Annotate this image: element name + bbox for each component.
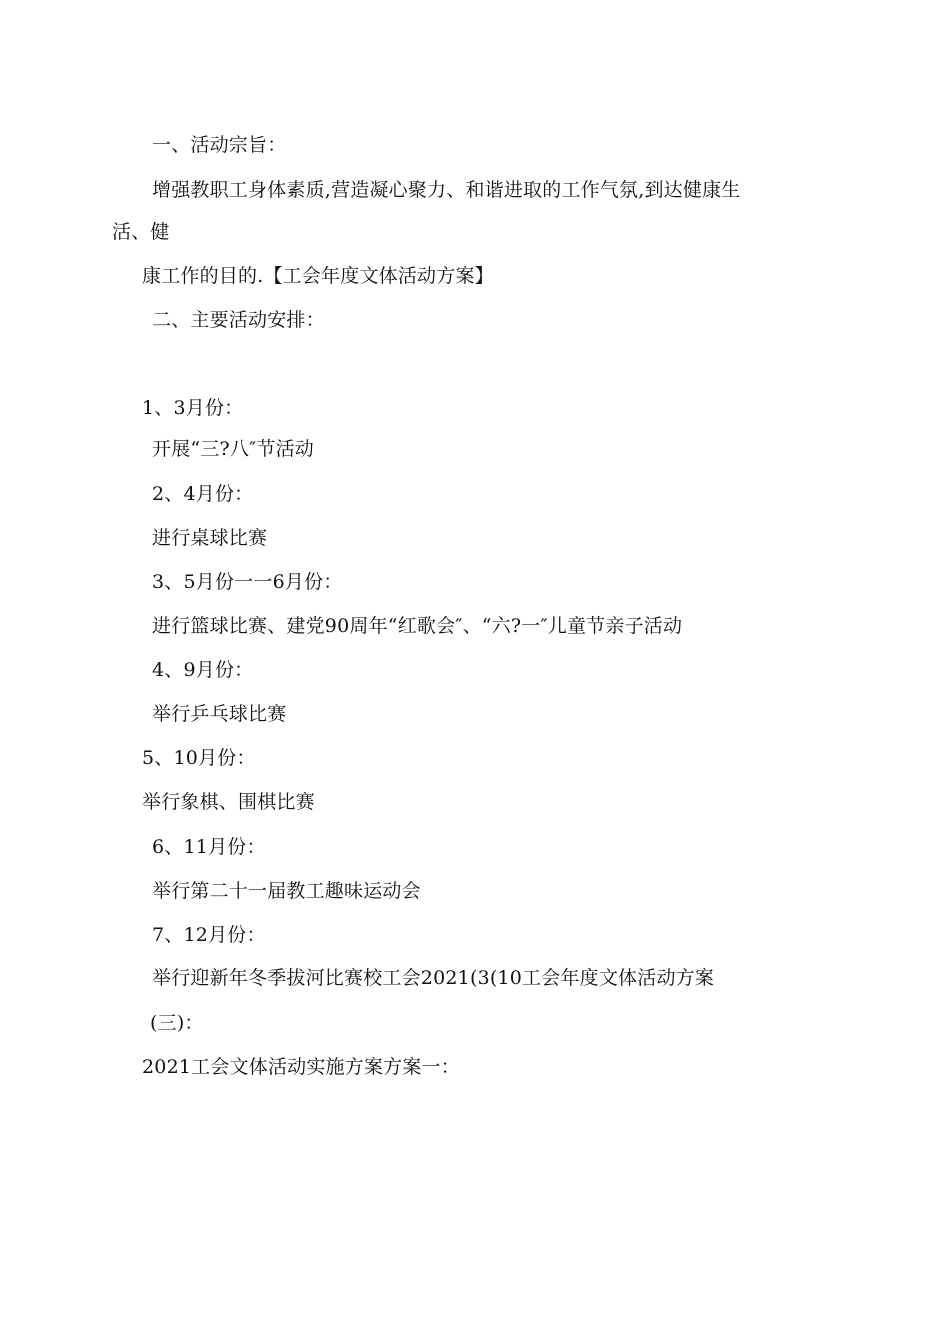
paragraph-line: 康工作的目的.【工会年度文体活动方案】 (142, 265, 494, 287)
schedule-activity: 举行迎新年冬季拔河比赛校工会2021(3(10工会年度文体活动方案 (152, 967, 715, 989)
paragraph-line: (三)： (150, 1012, 204, 1034)
paragraph-line: 2021工会文体活动实施方案方案一： (142, 1056, 460, 1078)
section-heading-purpose: 一、活动宗旨： (152, 134, 287, 156)
schedule-month: 2、4月份： (152, 483, 254, 505)
schedule-activity: 举行象棋、围棋比赛 (142, 791, 315, 813)
schedule-month: 1、3月份： (142, 397, 244, 419)
section-heading-schedule: 二、主要活动安排： (152, 309, 325, 331)
schedule-month: 6、11月份： (152, 836, 266, 858)
schedule-month: 4、9月份： (152, 659, 254, 681)
schedule-activity: 进行篮球比赛、建党90周年“红歌会″、“六?一″儿童节亲子活动 (152, 615, 683, 637)
schedule-month: 5、10月份： (142, 747, 256, 769)
schedule-activity: 开展“三?八″节活动 (152, 438, 314, 460)
schedule-month: 3、5月份一一6月份： (152, 571, 343, 593)
schedule-month: 7、12月份： (152, 924, 266, 946)
schedule-activity: 举行第二十一届教工趣味运动会 (152, 880, 421, 902)
paragraph-line: 活、健 (112, 221, 170, 243)
schedule-activity: 举行乒乓球比赛 (152, 703, 287, 725)
schedule-activity: 进行桌球比赛 (152, 527, 268, 549)
paragraph-line: 增强教职工身体素质,营造凝心聚力、和谐进取的工作气氛,到达健康生 (152, 179, 741, 201)
